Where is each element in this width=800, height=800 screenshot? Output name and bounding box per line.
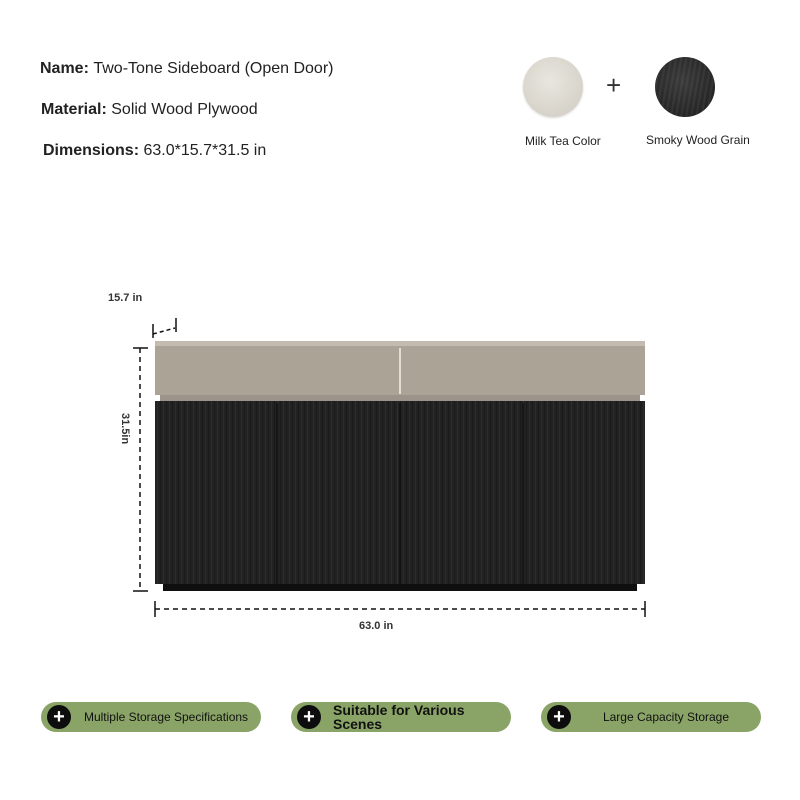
plus-circle-icon: + xyxy=(297,705,321,729)
width-label: 63.0 in xyxy=(359,620,394,632)
plus-icon: + xyxy=(606,70,622,100)
top-shadow-strip xyxy=(160,395,640,401)
milk-tea-label: Milk Tea Color xyxy=(525,134,601,148)
smoky-wood-label: Smoky Wood Grain xyxy=(646,133,750,147)
plus-circle-icon: + xyxy=(47,705,71,729)
spec-name-value: Two-Tone Sideboard (Open Door) xyxy=(93,60,334,77)
feature-label: Multiple Storage Specifications xyxy=(83,710,249,724)
spec-material-value: Solid Wood Plywood xyxy=(111,101,258,118)
feature-label: Suitable for Various Scenes xyxy=(333,702,465,732)
feature-pill-storage-specs[interactable] xyxy=(41,702,261,732)
height-label: 31.5in xyxy=(119,413,131,445)
cabinet-plinth xyxy=(163,584,637,591)
feature-pill-large-capacity[interactable] xyxy=(541,702,761,732)
depth-line xyxy=(153,328,175,334)
depth-label: 15.7 in xyxy=(108,292,143,304)
spec-name-label: Name: xyxy=(40,60,89,77)
feature-label: Large Capacity Storage xyxy=(602,710,730,724)
plus-circle-icon: + xyxy=(547,705,571,729)
spec-dimensions-label: Dimensions: xyxy=(43,142,140,159)
feature-pill-various-scenes[interactable] xyxy=(291,702,511,732)
spec-material-label: Material: xyxy=(41,101,107,118)
top-rim xyxy=(155,341,645,346)
spec-dimensions-value: 63.0*15.7*31.5 in xyxy=(143,142,267,159)
